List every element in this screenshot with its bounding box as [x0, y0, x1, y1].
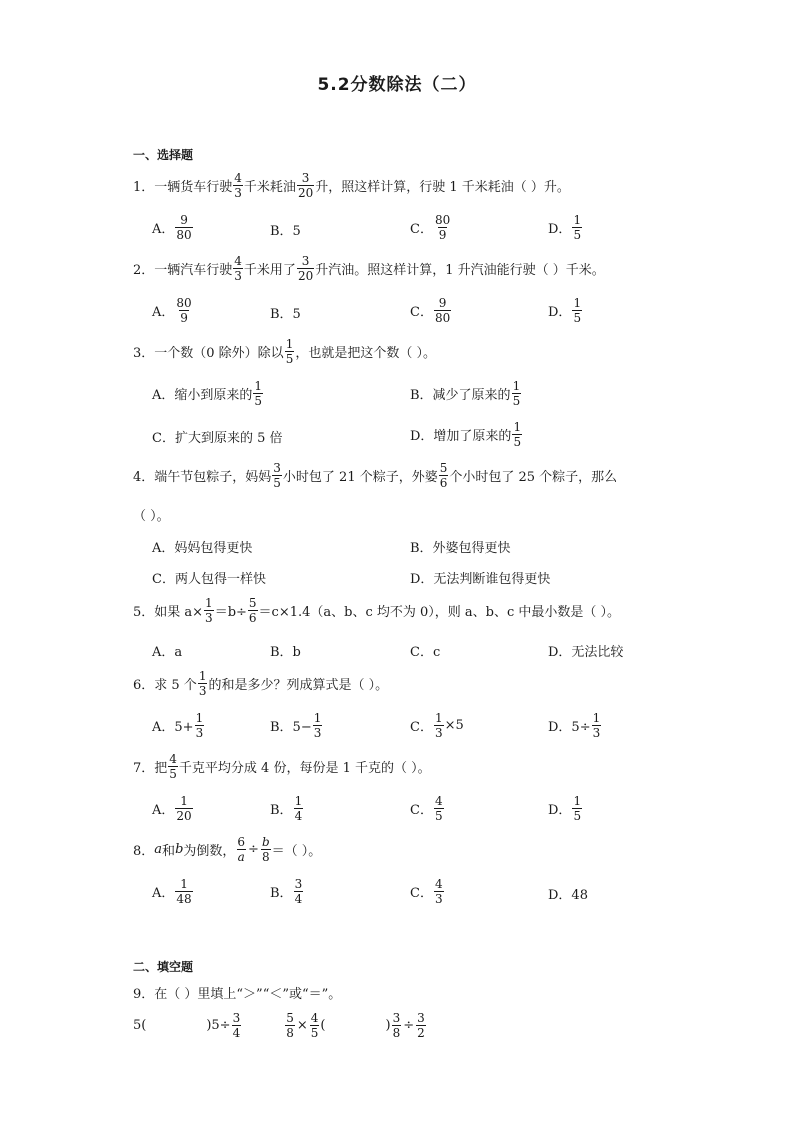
q4-option-a[interactable]: A．妈妈包得更快 — [152, 541, 253, 556]
page-title: 5.2分数除法（二） — [317, 75, 477, 95]
question-1 — [133, 172, 570, 199]
q2-option-c[interactable]: C． $\frac{9}{80}$ — [410, 296, 451, 325]
q8-var-a: a — [154, 842, 163, 857]
q7-fraction: $\frac{4}{5}$ — [169, 752, 177, 781]
q1-text-b: 千米耗油 — [243, 180, 296, 195]
q6-option-a[interactable]: A．5+ $\frac{1}{3}$ — [152, 711, 204, 740]
q1-text-c: 升，照这样计算，行驶 1 千米耗油（ ）升。 — [315, 180, 570, 195]
q5-option-d[interactable]: D．无法比较 — [548, 645, 624, 660]
q8-option-a[interactable]: A． $\frac{1}{48}$ — [152, 877, 192, 906]
q1-option-b[interactable]: B．5 — [270, 224, 301, 239]
q4-option-d[interactable]: D．无法判断谁包得更快 — [410, 572, 551, 587]
q9-expr1-start: 5( — [133, 1018, 147, 1033]
q6-option-b[interactable]: B．5− $\frac{1}{3}$ — [270, 711, 322, 740]
q9-expr1-fraction: $\frac{3}{4}$ — [232, 1011, 241, 1040]
q1-option-c[interactable]: C． $\frac{80}{9}$ — [410, 213, 451, 242]
q3-fraction: $\frac{1}{5}$ — [285, 337, 294, 366]
q6-fraction: $\frac{1}{3}$ — [198, 669, 207, 698]
q5-fraction-2: $\frac{5}{6}$ — [248, 596, 257, 625]
q5-option-a[interactable]: A．a — [152, 645, 183, 660]
q3-option-a[interactable]: A．缩小到原来的 $\frac{1}{5}$ — [152, 379, 263, 408]
q9-expr2-fraction-3: $\frac{3}{8}$ — [392, 1011, 401, 1040]
q7-option-a[interactable]: A． $\frac{1}{20}$ — [152, 794, 192, 823]
question-9: 9．在（ ）里填上“＞”“＜”或“＝”。 — [133, 987, 342, 1002]
question-8: 8． a 和 b 为倒数， $\frac{6}{a}$ ÷ $\frac{b}{8}$ ＝（ ）。 — [133, 835, 322, 864]
q8-option-b[interactable]: B． $\frac{3}{4}$ — [270, 877, 303, 906]
q1-fraction-1: $\frac{4}{3}$ — [234, 171, 242, 200]
question-4: 4．端午节包粽子，妈妈 $\frac{3}{5}$ 小时包了 21 个粽子，外婆 $\frac{5}{6}$ 个小时包了 25 个粽子，那么 — [133, 461, 618, 490]
q4-fraction-2: $\frac{5}{6}$ — [439, 461, 448, 490]
q9-expression-row: 5( )5÷ $\frac{3}{4}$ $\frac{5}{8}$ × $\frac{4}{5}$ ( ) $\frac{3}{8}$ ÷ $\frac{3}{2}$ — [133, 1011, 425, 1040]
q8-option-c[interactable]: C． $\frac{4}{3}$ — [410, 877, 443, 906]
question-4-continued: （ ）。 — [133, 509, 170, 524]
q8-fraction-2: $\frac{b}{8}$ — [261, 835, 270, 864]
q4-option-c[interactable]: C．两人包得一样快 — [152, 572, 266, 587]
q8-var-b: b — [175, 842, 184, 857]
q2-fraction-2: $\frac{3}{20}$ — [297, 254, 314, 283]
section-fill-heading: 二、填空题 — [133, 960, 194, 974]
q1-option-d[interactable]: D． $\frac{1}{5}$ — [548, 213, 582, 242]
question-2: 2．一辆汽车行驶 $\frac{4}{3}$ 千米用了 $\frac{3}{20}$ 升汽油。照这样计算，1 升汽油能行驶（ ）千米。 — [133, 254, 605, 283]
q3-option-d[interactable]: D．增加了原来的 $\frac{1}{5}$ — [410, 420, 522, 449]
q6-option-d[interactable]: D．5÷ $\frac{1}{3}$ — [548, 711, 601, 740]
q7-option-d[interactable]: D． $\frac{1}{5}$ — [548, 794, 582, 823]
q2-option-d[interactable]: D． $\frac{1}{5}$ — [548, 296, 582, 325]
q8-option-d[interactable]: D．48 — [548, 888, 588, 903]
q9-expr2-fraction-1: $\frac{5}{8}$ — [286, 1011, 294, 1040]
q7-option-b[interactable]: B． $\frac{1}{4}$ — [270, 794, 303, 823]
question-6: 6．求 5 个 $\frac{1}{3}$ 的和是多少？列成算式是（ ）。 — [133, 669, 389, 698]
question-3: 3．一个数（0 除外）除以 $\frac{1}{5}$ ，也就是把这个数（ ）。 — [133, 337, 436, 366]
q3-option-b[interactable]: B．减少了原来的 $\frac{1}{5}$ — [410, 379, 521, 408]
q4-fraction-1: $\frac{3}{5}$ — [273, 461, 281, 490]
q2-option-a[interactable]: A． $\frac{80}{9}$ — [152, 296, 192, 325]
question-5: 5．如果 a× $\frac{1}{3}$ ＝b÷ $\frac{5}{6}$ ＝c×1.4（a、b、c 均不为 0），则 a、b、c 中最小数是（ ）。 — [133, 596, 621, 625]
section-choice-heading: 一、选择题 — [133, 148, 194, 162]
q2-fraction-1: $\frac{4}{3}$ — [234, 254, 242, 283]
q5-option-c[interactable]: C．c — [410, 645, 441, 660]
q1-fraction-2: $\frac{3}{20}$ — [297, 171, 314, 200]
q8-fraction-1: $\frac{6}{a}$ — [237, 835, 246, 864]
q9-expr2-fraction-2: $\frac{4}{5}$ — [310, 1011, 319, 1040]
q9-expr2-fraction-4: $\frac{3}{2}$ — [417, 1011, 425, 1040]
question-7: 7．把 $\frac{4}{5}$ 千克平均分成 4 份，每份是 1 千克的（ ）。 — [133, 752, 431, 781]
q5-option-b[interactable]: B．b — [270, 645, 301, 660]
q6-option-c[interactable]: C． $\frac{1}{3}$ ×5 — [410, 711, 464, 740]
q5-fraction-1: $\frac{1}{3}$ — [205, 596, 213, 625]
q7-option-c[interactable]: C． $\frac{4}{5}$ — [410, 794, 443, 823]
q3-option-c[interactable]: C．扩大到原来的 5 倍 — [152, 431, 283, 446]
q1-text-a: 1．一辆货车行驶 — [133, 180, 233, 195]
q2-option-b[interactable]: B．5 — [270, 307, 301, 322]
q4-option-b[interactable]: B．外婆包得更快 — [410, 541, 511, 556]
q1-option-a[interactable]: A． $\frac{9}{80}$ — [152, 213, 192, 242]
